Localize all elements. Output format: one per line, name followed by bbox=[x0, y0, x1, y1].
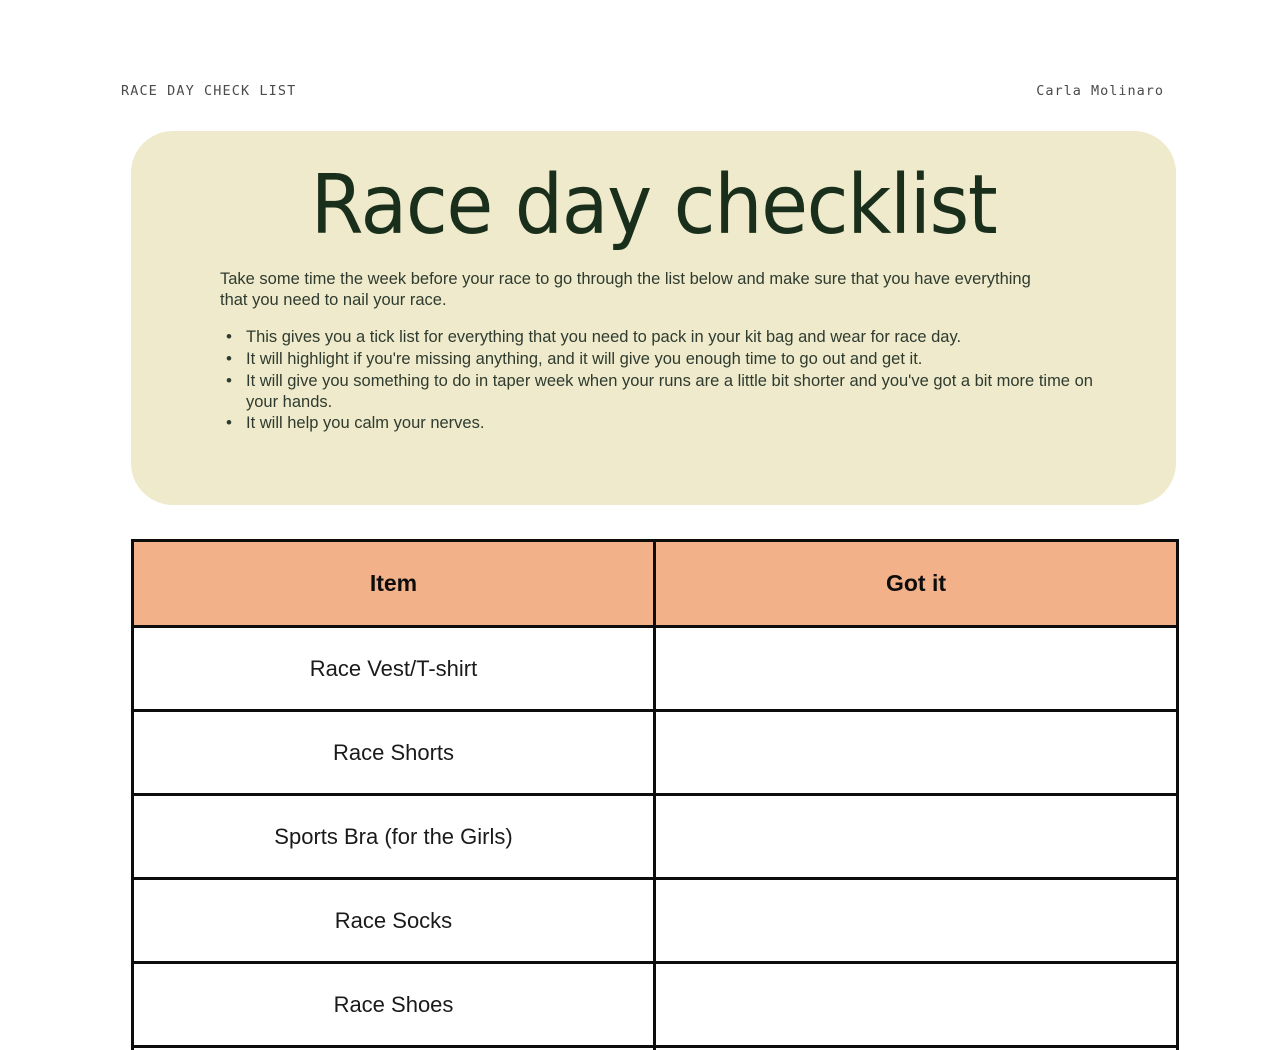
hero-panel bbox=[131, 131, 1176, 505]
cell-item: Race Socks bbox=[133, 879, 655, 963]
table-header bbox=[133, 541, 1178, 627]
benefits-list bbox=[220, 327, 1106, 434]
cell-got-it[interactable] bbox=[655, 795, 1178, 879]
table-row bbox=[133, 879, 1178, 963]
table-header-row bbox=[133, 541, 1178, 627]
cell-got-it[interactable] bbox=[655, 627, 1178, 711]
cell-got-it[interactable] bbox=[655, 711, 1178, 795]
table-row bbox=[133, 711, 1178, 795]
document-header bbox=[121, 83, 1164, 99]
cell-item: Race Shorts bbox=[133, 711, 655, 795]
cell-item: Sports Bra (for the Girls) bbox=[133, 795, 655, 879]
cell-got-it[interactable] bbox=[655, 1047, 1178, 1050]
table-body bbox=[133, 627, 1178, 1050]
intro-paragraph: Take some time the week before your race to go through the list below and make sure that you have everything that you need to nail your race. bbox=[220, 270, 1031, 310]
checklist-table bbox=[131, 539, 1179, 1050]
list-item: • It will give you something to do in taper week when your runs are a little bit shorter and you've got a bit more time on your hands. bbox=[246, 371, 1096, 413]
author-label: Carla Molinaro bbox=[1036, 83, 1164, 99]
list-item: • It will help you calm your nerves. bbox=[246, 413, 1096, 434]
hero-body bbox=[131, 249, 1176, 434]
column-header-item: Item bbox=[133, 541, 655, 627]
list-item: • It will highlight if you're missing anything, and it will give you enough time to go out and get it. bbox=[246, 349, 1096, 370]
table-row bbox=[133, 627, 1178, 711]
page-title: Race day checklist bbox=[310, 158, 997, 253]
document-title-label: RACE DAY CHECK LIST bbox=[121, 83, 297, 99]
table-row bbox=[133, 795, 1178, 879]
column-header-got-it: Got it bbox=[655, 541, 1178, 627]
table-row bbox=[133, 1047, 1178, 1050]
cell-item: Race Vest/T-shirt bbox=[133, 627, 655, 711]
cell-item: Race Shoes bbox=[133, 963, 655, 1047]
list-item: • This gives you a tick list for everything that you need to pack in your kit bag and wear for race day. bbox=[246, 327, 1096, 348]
cell-item bbox=[133, 1047, 655, 1050]
cell-got-it[interactable] bbox=[655, 879, 1178, 963]
table-row bbox=[133, 963, 1178, 1047]
cell-got-it[interactable] bbox=[655, 963, 1178, 1047]
